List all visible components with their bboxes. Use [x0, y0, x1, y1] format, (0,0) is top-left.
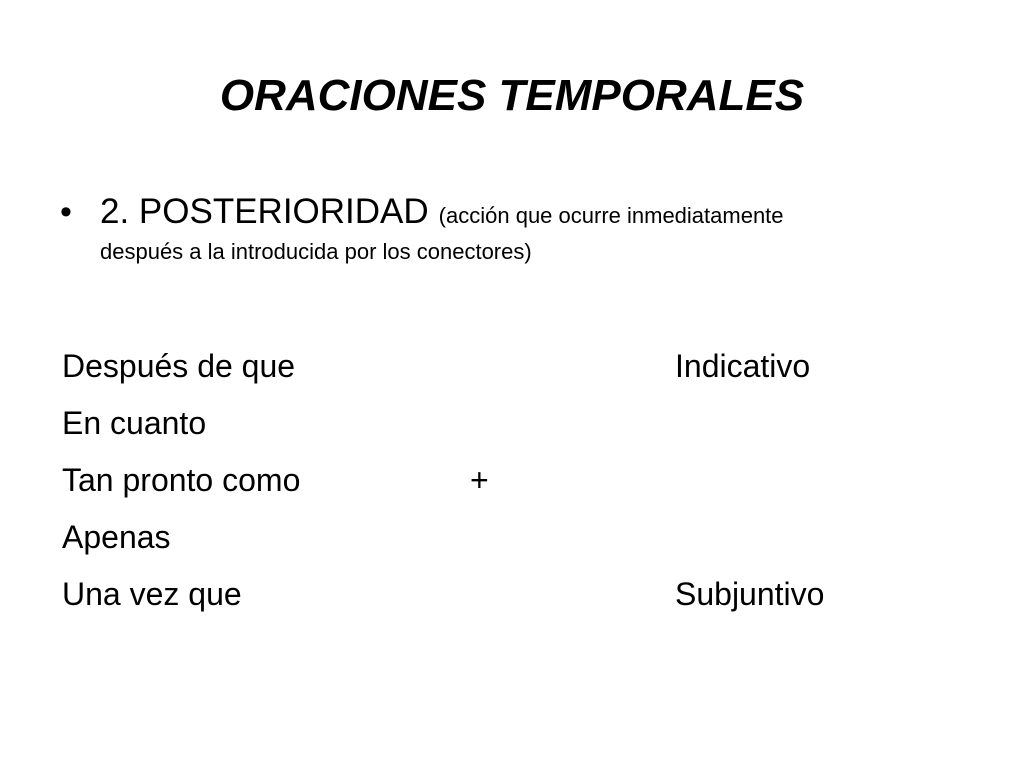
connector-apenas: Apenas	[62, 519, 171, 555]
bullet-note-line2: después a la introducida por los conectores)	[100, 239, 532, 264]
mode-indicativo: Indicativo	[675, 348, 811, 384]
bullet-marker: •	[60, 193, 72, 231]
bullet-note-line1: (acción que ocurre inmediatamente	[438, 203, 784, 228]
bullet-heading: 2. POSTERIORIDAD	[100, 192, 429, 231]
mode-subjuntivo: Subjuntivo	[675, 576, 825, 612]
bullet-text	[100, 190, 960, 268]
plus-sign: +	[470, 462, 489, 498]
slide-title: ORACIONES TEMPORALES	[219, 71, 805, 120]
connector-en-cuanto: En cuanto	[62, 405, 207, 441]
connector-tan-pronto-como: Tan pronto como	[62, 462, 301, 498]
connector-despues-de-que: Después de que	[62, 348, 296, 384]
connector-una-vez-que: Una vez que	[62, 576, 242, 612]
